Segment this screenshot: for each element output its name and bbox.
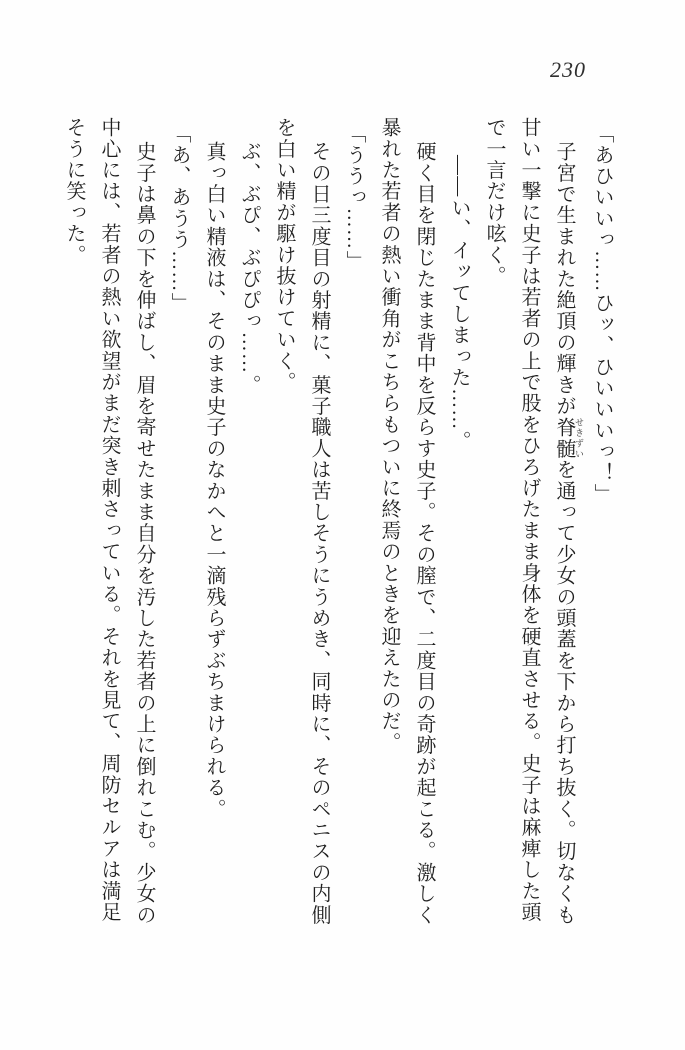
text-column: 子宮で生まれた絶頂の輝きが脊髄 せきずいを通って少女の頭蓋を下から打ち抜く。切なくも: [553, 141, 584, 926]
ruby-annotation: 脊髄 せきずい: [553, 416, 584, 460]
text-column: その日三度目の射精に、菓子職人は苦しそうにうめき、同時に、そのペニスの内側: [308, 141, 330, 926]
text-column: 真っ白い精液は、そのまま史子のなかへと一滴残らずぶちまけられる。: [203, 141, 225, 820]
text-column: ――い、イッてしまった……。: [448, 155, 470, 452]
text-column: を白い精が駆け抜けていく。: [273, 117, 295, 393]
text-column: 「あ、あうう……」: [168, 123, 190, 314]
text-column: ぶ、ぶぴ、ぶぴぴっ……。: [238, 141, 260, 396]
text-column: 中心には、若者の熱い欲望がまだ突き刺さっている。それを見て、周防セルアは満足: [98, 117, 120, 923]
text-column: 甘い一撃に史子は若者の上で股をひろげたまま身体を硬直させる。史子は麻痺した頭: [518, 117, 540, 923]
text-column: 「あひいいっ……ひッ、ひいいいっ！」: [591, 123, 613, 505]
text-column: 史子は鼻の下を伸ばし、眉を寄せたまま自分を汚した若者の上に倒れこむ。少女の: [133, 141, 155, 926]
text-column: 暴れた若者の熱い衝角がこちらもついに終焉のときを迎えたのだ。: [378, 117, 400, 753]
text-column: 「ううっ……」: [343, 123, 365, 272]
text-columns: [57, 117, 619, 959]
text-column: で一言だけ呟く。: [483, 117, 505, 287]
text-column: 硬く目を閉じたまま背中を反らす史子。その膣で、二度目の奇跡が起こる。激しく: [413, 141, 435, 926]
page-number: 230: [550, 57, 586, 82]
text-column: そうに笑った。: [63, 117, 85, 266]
